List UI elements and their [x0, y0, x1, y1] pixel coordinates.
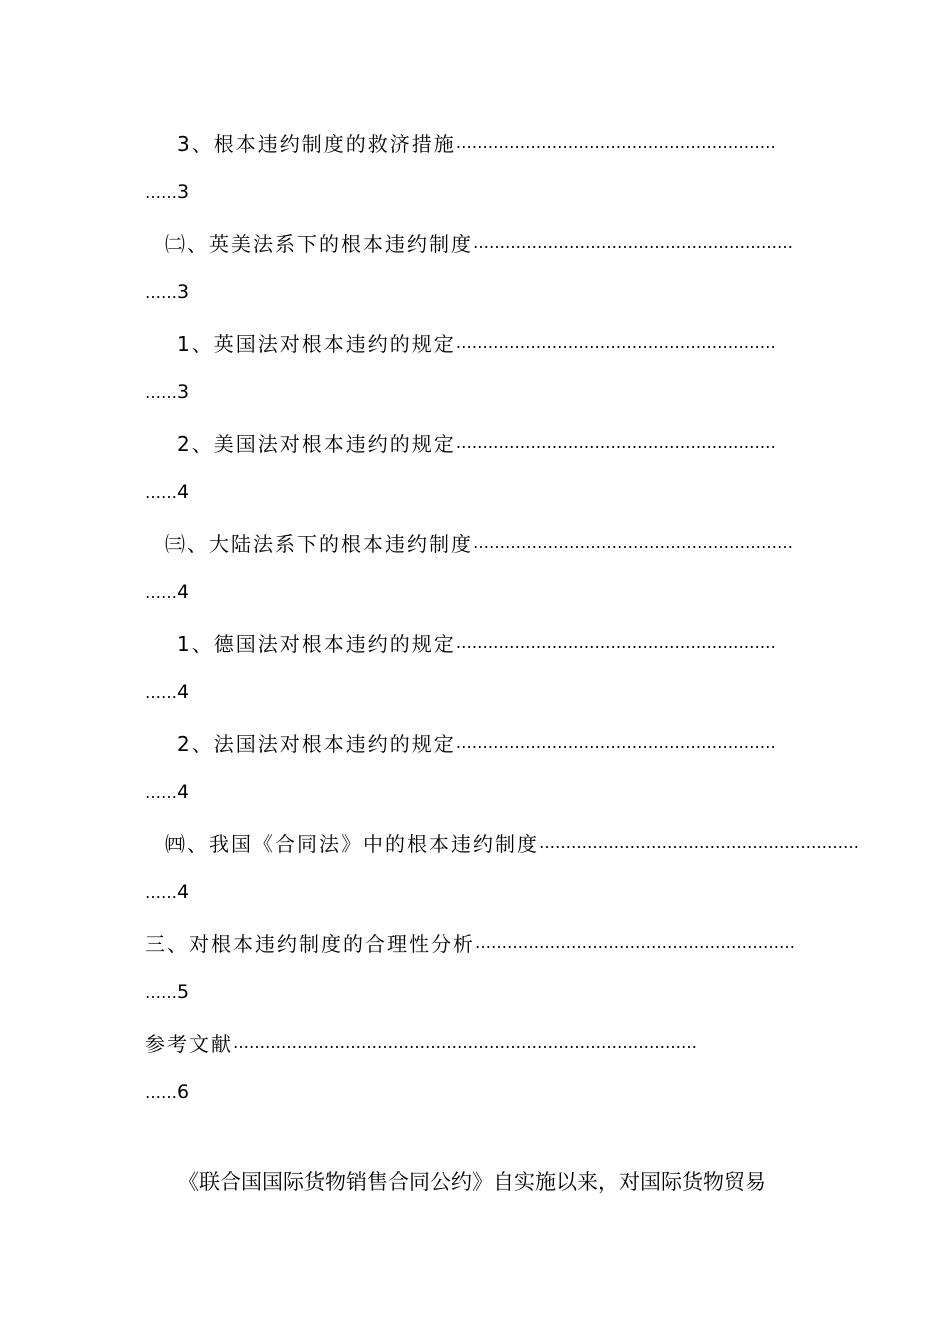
toc-entry-line — [145, 220, 805, 264]
toc-page-number: 4 — [177, 781, 190, 803]
toc-entry-line — [145, 720, 805, 764]
toc-entry — [145, 120, 805, 220]
toc-entry-title: 1、英国法对根本违约的规定 — [177, 331, 456, 356]
toc-leader-dots: …………………………………………………… — [455, 632, 776, 652]
toc-entry-title: 三、对根本违约制度的合理性分析 — [145, 931, 475, 956]
toc-entry-title: 3、根本违约制度的救济措施 — [177, 131, 456, 156]
toc-entry — [145, 320, 805, 420]
toc-entry-page-line — [145, 670, 189, 714]
toc-entry-line — [145, 820, 859, 864]
toc-continuation-dots: …… — [145, 1082, 177, 1102]
toc-entry-page-line — [145, 470, 189, 514]
toc-entry-title: 2、美国法对根本违约的规定 — [177, 431, 456, 456]
toc-page-number: 3 — [177, 381, 190, 403]
toc-continuation-dots: …… — [145, 882, 177, 902]
toc-entry-title: 2、法国法对根本违约的规定 — [177, 731, 456, 756]
toc-continuation-dots: …… — [145, 482, 177, 502]
toc-entry — [145, 1020, 805, 1120]
toc-entry-line — [145, 1020, 805, 1064]
toc-leader-dots: …………………………………………………… — [455, 132, 776, 152]
toc-entry-line — [145, 920, 805, 964]
toc-leader-dots: …………………………………………………… — [455, 732, 776, 752]
toc-entry-page-line — [145, 570, 189, 614]
toc-continuation-dots: …… — [145, 682, 177, 702]
toc-continuation-dots: …… — [145, 182, 177, 202]
toc-page-number: 4 — [177, 481, 190, 503]
toc-entry — [145, 220, 805, 320]
toc-leader-dots: …………………………………………………… — [475, 932, 795, 952]
toc-page-number: 4 — [177, 681, 190, 703]
body-paragraph: 《联合国国际货物销售合同公约》自实施以来，对国际货物贸易 — [178, 1170, 766, 1194]
toc-continuation-dots: …… — [145, 582, 177, 602]
toc-entry — [145, 520, 805, 620]
toc-page-number: 5 — [177, 981, 190, 1003]
toc-entry-page-line — [145, 270, 189, 314]
toc-entry-line — [145, 520, 805, 564]
toc-leader-dots: …………………………………………………… — [473, 232, 793, 252]
toc-leader-dots: …………………………………………………………………………… — [233, 1032, 697, 1052]
toc-page-number: 6 — [177, 1081, 190, 1103]
toc-continuation-dots: …… — [145, 382, 177, 402]
toc-leader-dots: …………………………………………………… — [473, 532, 793, 552]
toc-entry-page-line — [145, 870, 189, 914]
toc-entry-page-line — [145, 1070, 189, 1114]
toc-entry-page-line — [145, 170, 189, 214]
toc-entry-page-line — [145, 770, 189, 814]
toc-entry-title: ㈡、英美法系下的根本违约制度 — [165, 231, 473, 256]
toc-entry — [145, 620, 805, 720]
toc-entry-line — [145, 620, 805, 664]
toc-entry — [145, 420, 805, 520]
toc-entry-title: ㈢、大陆法系下的根本违约制度 — [165, 531, 473, 556]
toc-entry-title: 1、德国法对根本违约的规定 — [177, 631, 456, 656]
toc-leader-dots: …………………………………………………… — [539, 832, 859, 852]
toc-entry-line — [145, 120, 805, 164]
toc-entry — [145, 720, 805, 820]
toc-entry — [145, 820, 859, 920]
table-of-contents — [145, 120, 859, 1120]
toc-page-number: 3 — [177, 181, 190, 203]
toc-page-number: 3 — [177, 281, 190, 303]
toc-continuation-dots: …… — [145, 982, 177, 1002]
toc-entry-line — [145, 320, 805, 364]
toc-entry-title: 参考文献 — [145, 1031, 233, 1056]
toc-entry-page-line — [145, 970, 189, 1014]
toc-page-number: 4 — [177, 581, 190, 603]
toc-entry — [145, 920, 805, 1020]
toc-page-number: 4 — [177, 881, 190, 903]
toc-entry-title: ㈣、我国《合同法》中的根本违约制度 — [165, 831, 539, 856]
toc-leader-dots: …………………………………………………… — [455, 432, 776, 452]
toc-continuation-dots: …… — [145, 782, 177, 802]
toc-continuation-dots: …… — [145, 282, 177, 302]
toc-entry-line — [145, 420, 805, 464]
toc-entry-page-line — [145, 370, 189, 414]
toc-leader-dots: …………………………………………………… — [455, 332, 776, 352]
